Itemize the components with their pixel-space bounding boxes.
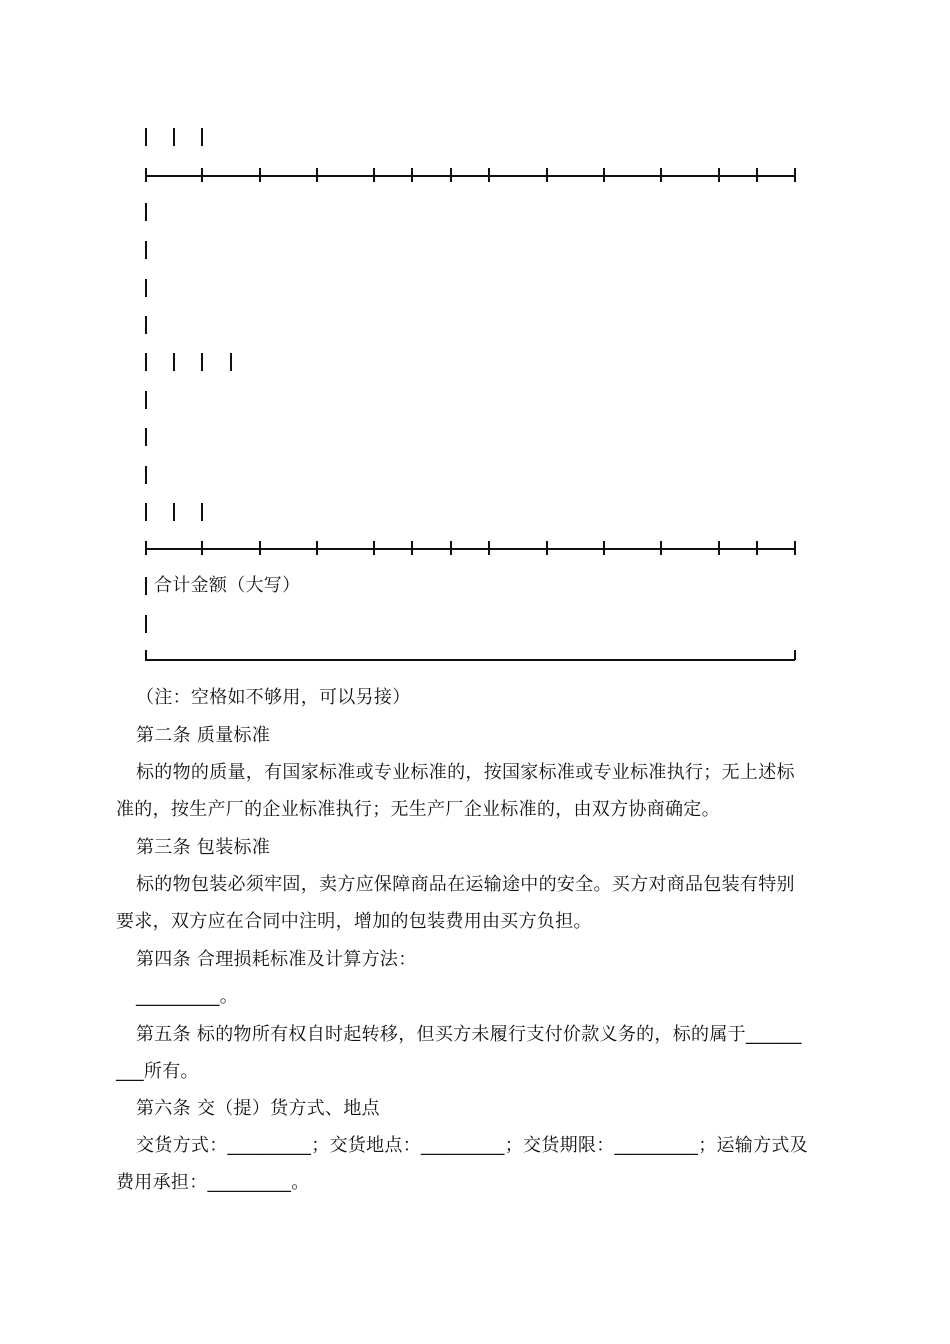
total-amount-label: 合计金额（大写） bbox=[154, 575, 301, 596]
table-cell-border bbox=[201, 503, 203, 521]
table-cell-border bbox=[794, 650, 796, 660]
article-4-blank: _________。 bbox=[136, 986, 238, 1007]
table-tick bbox=[756, 541, 758, 555]
table-cell-border bbox=[145, 391, 147, 409]
article-6-title: 第六条 交（提）货方式、地点 bbox=[136, 1098, 380, 1119]
article-6-text-line2: 费用承担：_________。 bbox=[116, 1172, 310, 1193]
table-rule bbox=[145, 548, 795, 550]
table-tick bbox=[660, 541, 662, 555]
table-tick bbox=[660, 168, 662, 182]
table-cell-border bbox=[173, 503, 175, 521]
table-tick bbox=[201, 168, 203, 182]
table-tick bbox=[718, 541, 720, 555]
article-5-text-line2: ___所有。 bbox=[116, 1061, 199, 1082]
table-cell-border bbox=[145, 577, 147, 595]
article-4-title: 第四条 合理损耗标准及计算方法： bbox=[136, 949, 417, 970]
table-tick bbox=[794, 541, 796, 555]
table-tick bbox=[316, 168, 318, 182]
article-3-text-line2: 要求，双方应在合同中注明，增加的包装费用由买方负担。 bbox=[116, 911, 592, 932]
table-cell-border bbox=[145, 128, 147, 146]
table-tick bbox=[603, 168, 605, 182]
table-cell-border bbox=[145, 503, 147, 521]
table-tick bbox=[756, 168, 758, 182]
table-cell-border bbox=[145, 615, 147, 633]
table-cell-border bbox=[173, 128, 175, 146]
table-tick bbox=[316, 541, 318, 555]
table-tick bbox=[794, 168, 796, 182]
article-2-text-line2: 准的，按生产厂的企业标准执行；无生产厂企业标准的，由双方协商确定。 bbox=[116, 799, 720, 820]
table-tick bbox=[145, 168, 147, 182]
table-cell-border bbox=[145, 316, 147, 334]
table-tick bbox=[450, 541, 452, 555]
table-cell-border bbox=[230, 353, 232, 371]
table-tick bbox=[546, 541, 548, 555]
table-tick bbox=[450, 168, 452, 182]
table-rule bbox=[145, 175, 795, 177]
table-tick bbox=[259, 541, 261, 555]
table-cell-border bbox=[145, 241, 147, 259]
table-tick bbox=[373, 541, 375, 555]
table-tick bbox=[488, 168, 490, 182]
table-note: （注：空格如不够用，可以另接） bbox=[136, 687, 411, 708]
table-tick bbox=[373, 168, 375, 182]
article-3-text-line1: 标的物包装必须牢固，卖方应保障商品在运输途中的安全。买方对商品包装有特别 bbox=[136, 874, 795, 895]
table-tick bbox=[145, 541, 147, 555]
table-cell-border bbox=[145, 353, 147, 371]
table-tick bbox=[259, 168, 261, 182]
table-tick bbox=[411, 541, 413, 555]
table-cell-border bbox=[173, 353, 175, 371]
table-tick bbox=[201, 541, 203, 555]
article-2-title: 第二条 质量标准 bbox=[136, 725, 271, 746]
table-tick bbox=[411, 168, 413, 182]
table-tick bbox=[603, 541, 605, 555]
table-cell-border bbox=[145, 203, 147, 221]
table-bottom-rule bbox=[145, 659, 795, 661]
table-cell-border bbox=[145, 279, 147, 297]
article-5-text-line1: 第五条 标的物所有权自时起转移，但买方未履行支付价款义务的，标的属于______ bbox=[136, 1024, 802, 1045]
article-6-text-line1: 交货方式：_________；交货地点：_________；交货期限：_________；运输方式及 bbox=[136, 1135, 808, 1156]
table-tick bbox=[718, 168, 720, 182]
article-3-title: 第三条 包装标准 bbox=[136, 837, 271, 858]
table-cell-border bbox=[145, 466, 147, 484]
table-tick bbox=[546, 168, 548, 182]
table-cell-border bbox=[145, 428, 147, 446]
table-cell-border bbox=[201, 353, 203, 371]
table-tick bbox=[488, 541, 490, 555]
table-cell-border bbox=[201, 128, 203, 146]
article-2-text-line1: 标的物的质量，有国家标准或专业标准的，按国家标准或专业标准执行；无上述标 bbox=[136, 762, 795, 783]
